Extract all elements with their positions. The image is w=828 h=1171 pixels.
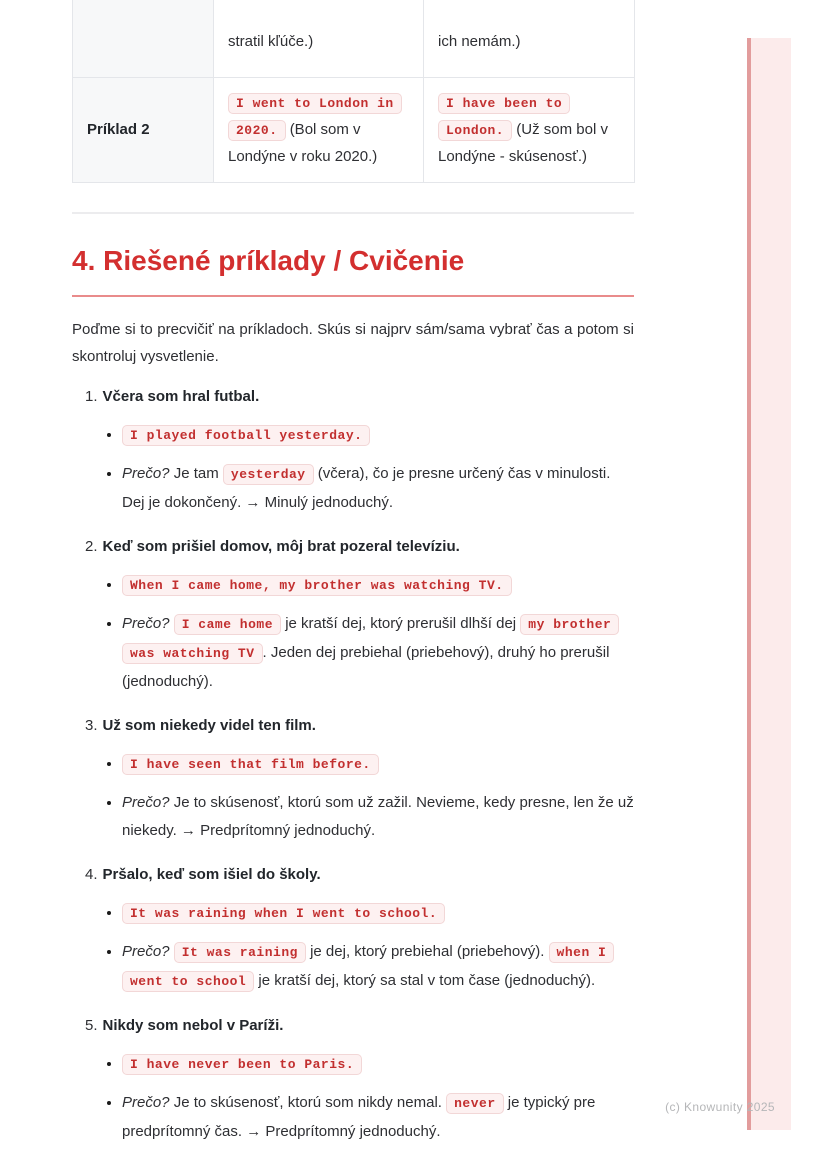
why-text: Je tam [169, 465, 223, 482]
exercise-title: Pršalo, keď som išiel do školy. [102, 866, 321, 883]
code-chip: I played football yesterday. [122, 425, 370, 446]
code-chip: I went to London in 2020. [228, 93, 402, 141]
answer-bullet [122, 1050, 634, 1079]
exercise-item-1 [72, 386, 634, 517]
table-cell-row-label [73, 0, 214, 78]
why-text: je kratší dej, ktorý sa stal v tom čase (jednoduchý). [254, 972, 596, 989]
exercise-title-row [72, 864, 634, 886]
why-bullet [122, 789, 634, 845]
cell-text: (Už som bol v Londýne - skúsenosť.) [438, 121, 608, 165]
exercise-item-2 [72, 536, 634, 696]
answer-bullet [122, 899, 634, 928]
why-text: Je to skúsenosť, ktorú som už zažil. Nevieme, kedy presne, len že už niekedy. → Predprítomný jednoduchý. [122, 794, 634, 839]
tense-comparison-table [72, 0, 635, 183]
exercise-number: 3. [85, 717, 98, 734]
section-heading: 4. Riešené príklady / Cvičenie [72, 244, 634, 297]
code-chip: never [446, 1093, 504, 1114]
why-text: je dej, ktorý prebiehal (priebehový). [305, 943, 549, 960]
code-chip: When I came home, my brother was watching TV. [122, 575, 512, 596]
cell-text: ich nemám.) [438, 33, 521, 50]
why-label: Prečo? [122, 794, 170, 811]
why-text: je kratší dej, ktorý prerušil dlhší dej [281, 615, 521, 632]
exercise-number: 2. [85, 538, 98, 555]
exercise-bullets [72, 750, 634, 845]
why-bullet [122, 460, 634, 517]
exercise-bullets [72, 571, 634, 696]
why-text: . Jeden dej prebiehal (priebehový), druhý ho prerušil (jednoduchý). [122, 644, 610, 690]
code-chip: I have never been to Paris. [122, 1054, 362, 1075]
table-row [73, 78, 635, 183]
exercise-bullets [72, 899, 634, 996]
exercise-list [72, 386, 634, 1146]
exercise-number: 4. [85, 866, 98, 883]
why-label: Prečo? [122, 615, 170, 632]
why-bullet [122, 938, 634, 996]
exercise-item-3 [72, 715, 634, 845]
exercise-title-row [72, 715, 634, 737]
cell-text: stratil kľúče.) [228, 33, 314, 50]
answer-bullet [122, 571, 634, 600]
exercise-item-4 [72, 864, 634, 996]
code-chip: yesterday [223, 464, 314, 485]
exercise-title-row [72, 1015, 634, 1037]
table-cell-past-simple [214, 78, 424, 183]
exercise-title: Už som niekedy videl ten film. [102, 717, 316, 734]
exercise-number: 1. [85, 388, 98, 405]
exercise-title: Nikdy som nebol v Paríži. [102, 1017, 284, 1034]
page-content [72, 0, 634, 1165]
code-chip: I have seen that film before. [122, 754, 379, 775]
exercise-title-row [72, 386, 634, 408]
why-bullet [122, 1089, 634, 1146]
why-text: (včera), čo je presne určený čas v minulosti. Dej je dokončený. → Minulý jednoduchý. [122, 465, 611, 511]
exercise-number: 5. [85, 1017, 98, 1034]
why-text: je typický pre predprítomný čas. → Predprítomný jednoduchý. [122, 1094, 596, 1140]
answer-bullet [122, 750, 634, 779]
exercise-title: Keď som prišiel domov, môj brat pozeral televíziu. [102, 538, 460, 555]
why-label: Prečo? [122, 465, 170, 482]
table-cell-row-label [73, 78, 214, 183]
exercise-item-5 [72, 1015, 634, 1146]
exercise-bullets [72, 1050, 634, 1146]
code-chip: It was raining [174, 942, 306, 963]
code-chip: when I went to school [122, 942, 614, 992]
table-row [73, 0, 635, 78]
code-chip: It was raining when I went to school. [122, 903, 445, 924]
exercise-title-row [72, 536, 634, 558]
section-divider [72, 212, 634, 214]
why-text: Je to skúsenosť, ktorú som nikdy nemal. [169, 1094, 447, 1111]
row-label: Príklad 2 [87, 121, 150, 138]
why-bullet [122, 610, 634, 696]
code-chip: I came home [174, 614, 281, 635]
code-chip: my brother was watching TV [122, 614, 619, 664]
why-label: Prečo? [122, 943, 170, 960]
exercise-bullets [72, 421, 634, 517]
exercise-title: Včera som hral futbal. [102, 388, 260, 405]
why-label: Prečo? [122, 1094, 170, 1111]
table-cell-present-perfect [424, 78, 635, 183]
table-cell-present-perfect [424, 0, 635, 78]
copyright-watermark: (c) Knowunity 2025 [665, 1100, 775, 1114]
cell-text: (Bol som v Londýne v roku 2020.) [228, 121, 378, 165]
page-edge-accent-bar [747, 38, 791, 1130]
code-chip: I have been to London. [438, 93, 570, 141]
intro-paragraph: Poďme si to precvičiť na príkladoch. Skús si najprv sám/sama vybrať čas a potom si skontroluj vysvetlenie. [72, 321, 634, 365]
table-cell-past-simple [214, 0, 424, 78]
answer-bullet [122, 421, 634, 450]
